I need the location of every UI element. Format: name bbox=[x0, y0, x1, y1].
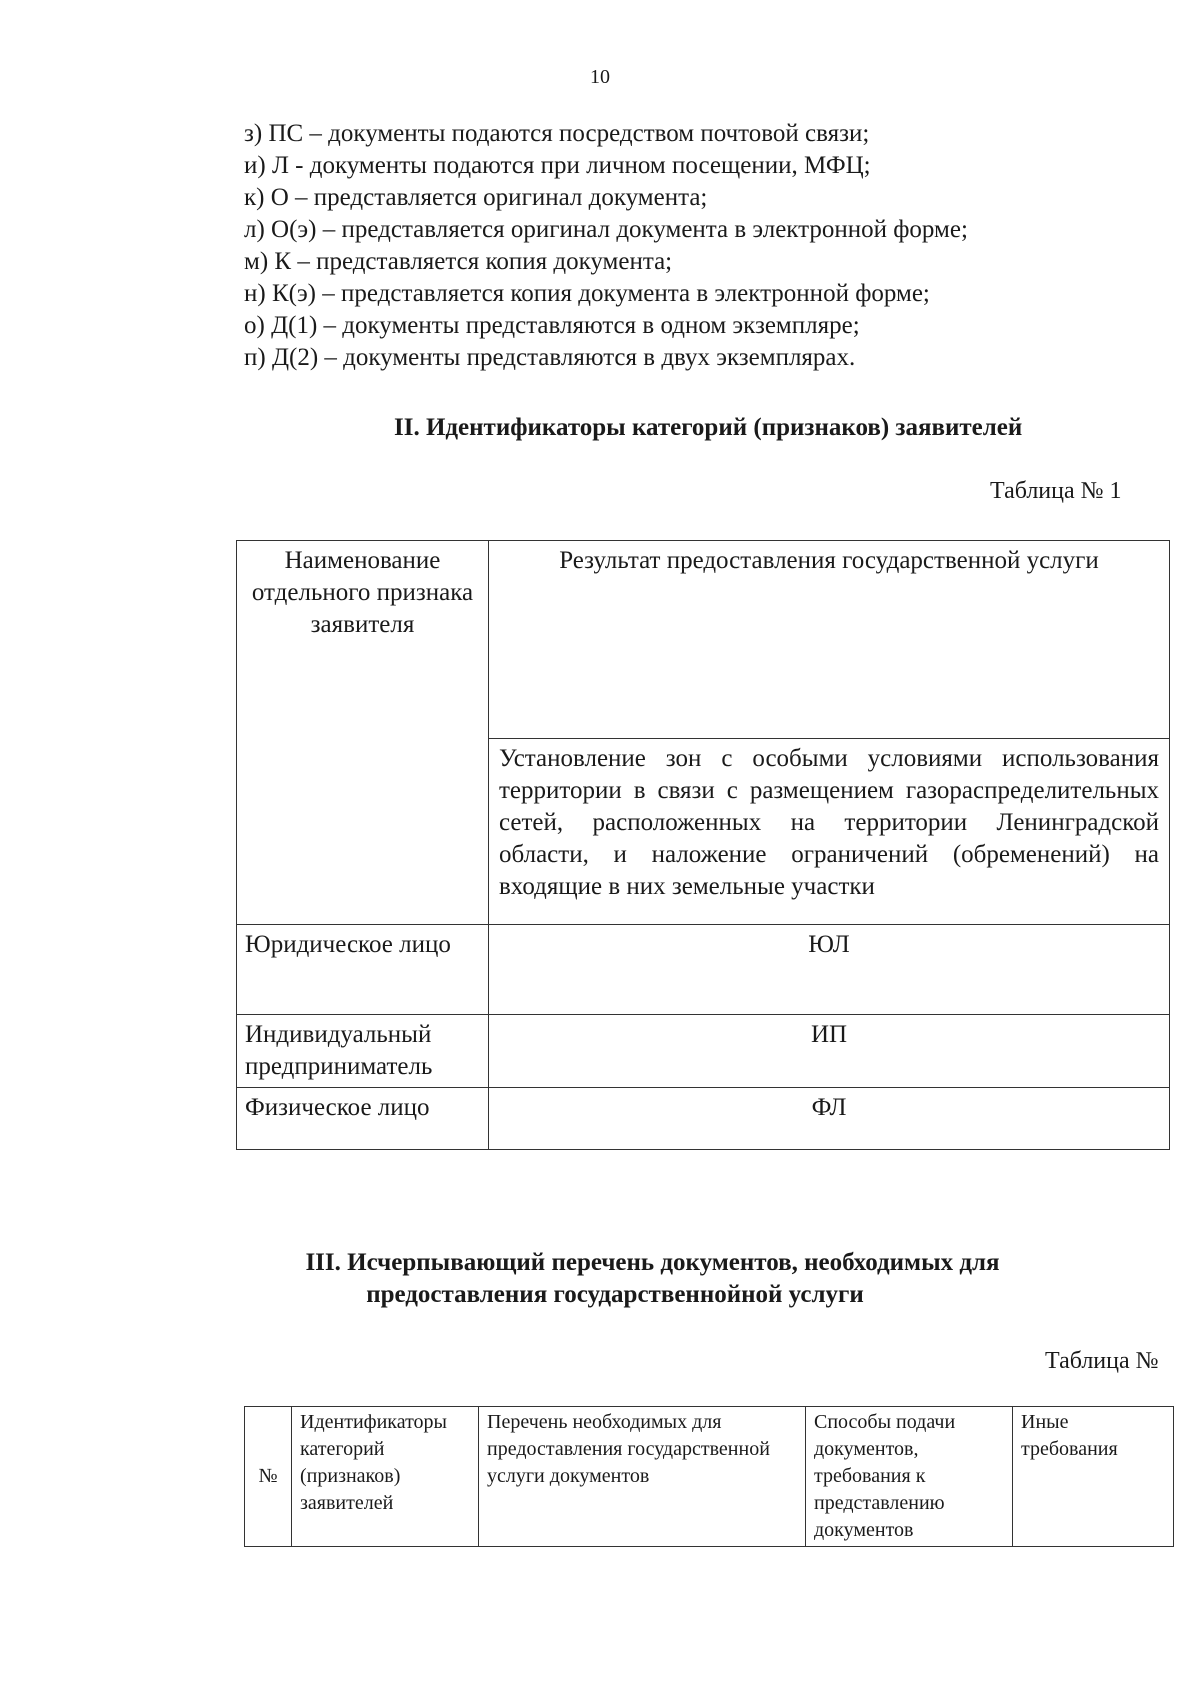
documents-list-table bbox=[244, 1406, 1174, 1547]
table-header-row bbox=[245, 1407, 1174, 1547]
legend-item: л) О(э) – представляется оригинал документа в электронной форме; bbox=[244, 216, 968, 243]
section-2-title: II. Идентификаторы категорий (признаков) заявителей bbox=[394, 414, 1023, 441]
legend-item: з) ПС – документы подаются посредством почтовой связи; bbox=[244, 120, 870, 147]
service-result-text: Установление зон с особыми условиями использования территории в связи с размещением газораспределительных сетей, расположенных на территории Ленинградской области, и наложение ограничений (обременений) на входящие в них земельные участки bbox=[489, 739, 1170, 925]
header-submission-methods: Способы подачи документов, требования к представлению документов bbox=[806, 1407, 1013, 1547]
legend-item: к) О – представляется оригинал документа; bbox=[244, 184, 708, 211]
table-2-caption: Таблица № bbox=[1045, 1348, 1159, 1374]
category-name: Физическое лицо bbox=[237, 1088, 489, 1150]
legend-item: о) Д(1) – документы представляются в одном экземпляре; bbox=[244, 312, 860, 339]
header-required-documents: Перечень необходимых для предоставления государственной услуги документов bbox=[479, 1407, 806, 1547]
header-feature-name: Наименование отдельного признака заявителя bbox=[237, 541, 489, 925]
section-3-title-line-1: III. Исчерпывающий перечень документов, необходимых для bbox=[305, 1249, 1000, 1276]
section-3-title-line-2: предоставления государственнойной услуги bbox=[366, 1281, 864, 1308]
category-code: ЮЛ bbox=[489, 925, 1170, 1015]
table-row bbox=[237, 925, 1170, 1015]
applicant-categories-table bbox=[236, 540, 1170, 1150]
header-applicant-identifiers: Идентификаторы категорий (признаков) заявителей bbox=[292, 1407, 479, 1547]
category-code: ИП bbox=[489, 1015, 1170, 1088]
table-row bbox=[237, 1088, 1170, 1150]
legend-item: п) Д(2) – документы представляются в двух экземплярах. bbox=[244, 344, 856, 371]
header-other-requirements: Иные требования bbox=[1013, 1407, 1174, 1547]
category-name: Индивидуальный предприниматель bbox=[237, 1015, 489, 1088]
category-name: Юридическое лицо bbox=[237, 925, 489, 1015]
header-service-result: Результат предоставления государственной услуги bbox=[489, 541, 1170, 739]
page-number: 10 bbox=[590, 66, 610, 88]
legend-item: н) К(э) – представляется копия документа в электронной форме; bbox=[244, 280, 930, 307]
header-number: № bbox=[245, 1407, 292, 1547]
table-row bbox=[237, 1015, 1170, 1088]
table-header-row bbox=[237, 541, 1170, 739]
legend-item: и) Л - документы подаются при личном посещении, МФЦ; bbox=[244, 152, 871, 179]
legend-item: м) К – представляется копия документа; bbox=[244, 248, 673, 275]
section-3-title bbox=[0, 1247, 1200, 1311]
legend-list bbox=[244, 118, 968, 374]
table-1-caption: Таблица № 1 bbox=[990, 478, 1122, 504]
category-code: ФЛ bbox=[489, 1088, 1170, 1150]
